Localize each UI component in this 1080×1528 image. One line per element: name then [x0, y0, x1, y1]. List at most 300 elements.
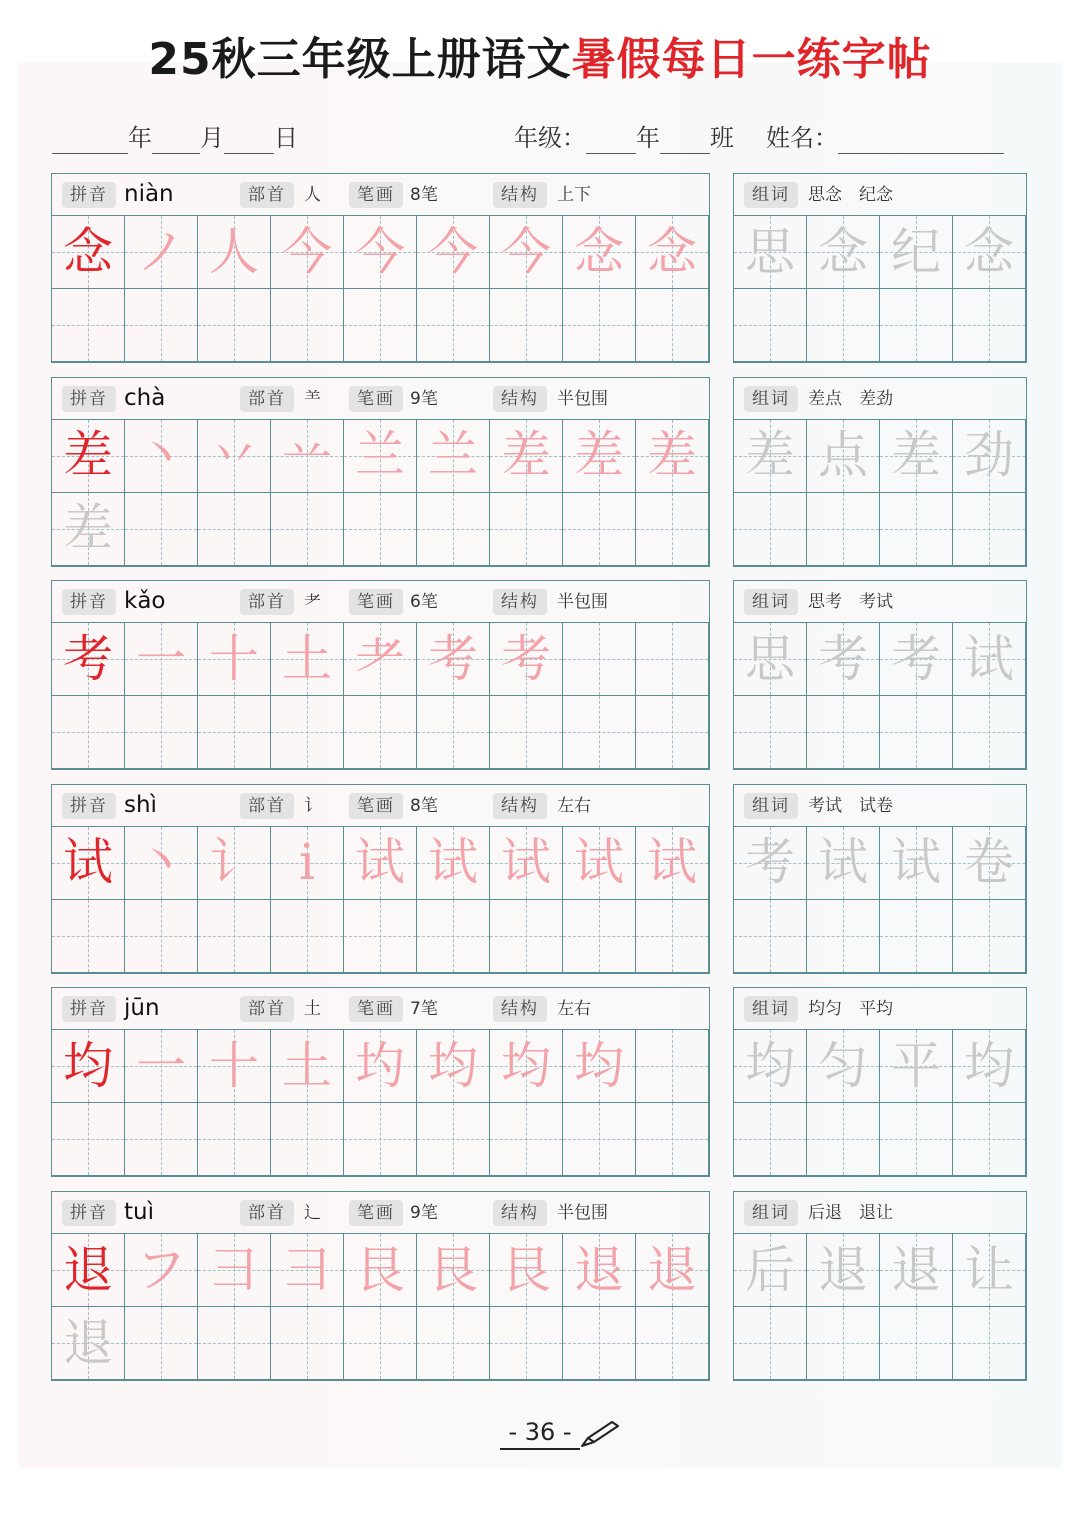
word-practice-cell[interactable] — [734, 493, 807, 566]
practice-cell[interactable] — [417, 696, 490, 769]
practice-cell-char: 䒑 — [282, 426, 332, 485]
practice-cell[interactable] — [344, 1307, 417, 1380]
writing-grid — [52, 623, 709, 769]
word-grid — [734, 1030, 1026, 1176]
practice-cell[interactable] — [271, 216, 344, 289]
pinyin-label: 拼音 — [62, 793, 116, 819]
strokes-label: 笔画 — [349, 182, 403, 208]
practice-cell-char: 兰 — [428, 426, 478, 485]
practice-cell-char: 念 — [647, 222, 697, 281]
writing-grid — [52, 827, 709, 973]
practice-cell-char: 圴 — [355, 1036, 405, 1095]
practice-cell-char: 人 — [209, 222, 259, 281]
word-practice-cell[interactable] — [880, 623, 953, 696]
practice-cell[interactable] — [490, 1234, 563, 1307]
word-practice-cell[interactable] — [880, 216, 953, 289]
model-char-cell[interactable] — [52, 1030, 125, 1103]
practice-cell[interactable] — [636, 1234, 709, 1307]
word-grid — [734, 623, 1026, 769]
practice-cell[interactable] — [490, 827, 563, 900]
word-practice-cell-char: 考 — [891, 629, 941, 688]
practice-cell[interactable] — [490, 289, 563, 362]
word-practice-cell[interactable] — [953, 216, 1026, 289]
practice-cell[interactable] — [125, 493, 198, 566]
practice-cell-char: 一 — [136, 1036, 186, 1095]
word-practice-cell[interactable] — [880, 827, 953, 900]
structure-label: 结构 — [493, 589, 547, 615]
words-value: 后退 退让 — [808, 1203, 893, 1223]
radical-value: 讠 — [304, 795, 321, 816]
practice-cell[interactable] — [344, 1234, 417, 1307]
word-practice-cell[interactable] — [953, 493, 1026, 566]
practice-cell[interactable] — [198, 289, 271, 362]
practice-cell-char: 土 — [282, 1036, 332, 1095]
practice-cell-char: 讠 — [209, 833, 259, 892]
practice-cell[interactable] — [52, 493, 125, 566]
practice-cell[interactable] — [563, 696, 636, 769]
structure-label: 结构 — [493, 1200, 547, 1226]
practice-cell[interactable] — [125, 1103, 198, 1176]
practice-cell[interactable] — [198, 493, 271, 566]
practice-cell[interactable] — [636, 1307, 709, 1380]
year-blank[interactable] — [52, 127, 128, 154]
pinyin-label: 拼音 — [62, 996, 116, 1022]
radical-label: 部首 — [240, 996, 294, 1022]
strokes-label: 笔画 — [349, 386, 403, 412]
structure-value: 半包围 — [557, 1203, 608, 1223]
model-char-cell[interactable] — [52, 420, 125, 493]
name-label: 姓名： — [766, 124, 838, 152]
practice-cell-char: 试 — [355, 833, 405, 892]
practice-cell-char: 彐 — [209, 1240, 259, 1299]
practice-cell[interactable] — [636, 493, 709, 566]
class-blank[interactable] — [660, 127, 710, 154]
practice-cell[interactable] — [271, 1103, 344, 1176]
word-practice-cell[interactable] — [953, 420, 1026, 493]
word-card — [733, 784, 1027, 974]
practice-cell[interactable] — [490, 420, 563, 493]
practice-cell[interactable] — [198, 1234, 271, 1307]
practice-cell[interactable] — [636, 289, 709, 362]
practice-cell[interactable] — [417, 1103, 490, 1176]
practice-cell[interactable] — [417, 1307, 490, 1380]
practice-cell[interactable] — [417, 623, 490, 696]
practice-cell-char: 一 — [136, 629, 186, 688]
structure-label: 结构 — [493, 182, 547, 208]
practice-cell[interactable] — [563, 1103, 636, 1176]
char-card — [51, 987, 710, 1177]
practice-cell[interactable] — [125, 827, 198, 900]
practice-cell[interactable] — [417, 1234, 490, 1307]
char-card — [51, 173, 710, 363]
model-char-cell-char: 考 — [63, 629, 113, 688]
radical-value: 辶 — [304, 1203, 321, 1223]
model-char-cell[interactable] — [52, 216, 125, 289]
practice-cell[interactable] — [198, 216, 271, 289]
practice-cell[interactable] — [271, 420, 344, 493]
practice-cell[interactable] — [198, 827, 271, 900]
model-char-cell-char: 退 — [63, 1240, 113, 1299]
practice-cell[interactable] — [636, 420, 709, 493]
practice-cell[interactable] — [271, 1234, 344, 1307]
word-practice-cell[interactable] — [734, 827, 807, 900]
practice-cell[interactable] — [344, 900, 417, 973]
practice-cell[interactable] — [271, 696, 344, 769]
practice-cell-char: 今 — [428, 222, 478, 281]
word-card — [733, 377, 1027, 567]
char-card-header — [52, 581, 709, 623]
word-practice-cell[interactable] — [953, 696, 1026, 769]
practice-cell[interactable] — [271, 289, 344, 362]
practice-cell-char: 兰 — [355, 426, 405, 485]
word-practice-cell[interactable] — [880, 696, 953, 769]
practice-cell[interactable] — [490, 1030, 563, 1103]
structure-label: 结构 — [493, 793, 547, 819]
writing-grid — [52, 1030, 709, 1176]
practice-cell[interactable] — [417, 493, 490, 566]
word-practice-cell[interactable] — [953, 289, 1026, 362]
word-practice-cell[interactable] — [734, 216, 807, 289]
word-practice-cell[interactable] — [953, 1030, 1026, 1103]
strokes-value: 9笔 — [410, 1203, 438, 1223]
practice-cell[interactable] — [271, 623, 344, 696]
structure-value: 左右 — [557, 795, 591, 816]
word-practice-cell[interactable] — [953, 623, 1026, 696]
word-practice-cell[interactable] — [807, 900, 880, 973]
practice-cell-char: 差 — [63, 499, 113, 558]
practice-cell-char: 丶 — [136, 426, 186, 485]
practice-cell[interactable] — [636, 623, 709, 696]
char-card-header — [52, 785, 709, 827]
practice-cell-char: 差 — [647, 426, 697, 485]
word-practice-cell[interactable] — [807, 1030, 880, 1103]
practice-cell[interactable] — [563, 1234, 636, 1307]
word-practice-cell[interactable] — [807, 623, 880, 696]
practice-cell[interactable] — [344, 696, 417, 769]
word-practice-cell-char: 退 — [891, 1240, 941, 1299]
model-char-cell-char: 差 — [63, 426, 113, 485]
word-card — [733, 173, 1027, 363]
year-label: 年 — [128, 124, 152, 152]
practice-cell[interactable] — [125, 1234, 198, 1307]
word-practice-cell-char: 思 — [745, 222, 795, 281]
title-red: 暑假每日一练字帖 — [571, 34, 932, 85]
practice-cell-char: 丶 — [136, 833, 186, 892]
practice-cell[interactable] — [490, 216, 563, 289]
word-practice-cell[interactable] — [734, 1234, 807, 1307]
practice-cell-char: 均 — [501, 1036, 551, 1095]
practice-cell[interactable] — [636, 900, 709, 973]
word-practice-cell[interactable] — [734, 696, 807, 769]
practice-cell-char: ノ — [136, 222, 186, 281]
pinyin-value: shì — [124, 791, 157, 818]
word-card — [733, 1191, 1027, 1381]
word-card-header — [734, 785, 1026, 827]
radical-label: 部首 — [240, 589, 294, 615]
practice-cell[interactable] — [417, 1030, 490, 1103]
structure-value: 上下 — [557, 185, 591, 205]
word-practice-cell[interactable] — [734, 1307, 807, 1380]
practice-cell[interactable] — [563, 827, 636, 900]
practice-cell-char: 彐 — [282, 1240, 332, 1299]
char-card-header — [52, 174, 709, 216]
practice-cell-char: 均 — [428, 1036, 478, 1095]
word-practice-cell[interactable] — [953, 1307, 1026, 1380]
word-practice-cell-char: 差 — [891, 426, 941, 485]
words-label: 组词 — [744, 793, 798, 819]
practice-cell[interactable] — [344, 623, 417, 696]
practice-cell[interactable] — [52, 696, 125, 769]
practice-cell[interactable] — [198, 420, 271, 493]
practice-cell-char: 十 — [209, 629, 259, 688]
word-practice-cell[interactable] — [807, 216, 880, 289]
practice-cell[interactable] — [125, 900, 198, 973]
practice-cell[interactable] — [636, 216, 709, 289]
word-practice-cell[interactable] — [807, 493, 880, 566]
model-char-cell-char: 念 — [63, 222, 113, 281]
radical-value: ⺷ — [304, 388, 321, 409]
practice-cell[interactable] — [125, 1030, 198, 1103]
word-practice-cell[interactable] — [734, 1030, 807, 1103]
word-practice-cell-char: 试 — [891, 833, 941, 892]
word-grid — [734, 216, 1026, 362]
model-char-cell[interactable] — [52, 1234, 125, 1307]
practice-cell[interactable] — [417, 420, 490, 493]
practice-cell[interactable] — [125, 623, 198, 696]
words-label: 组词 — [744, 996, 798, 1022]
practice-cell-char: 差 — [501, 426, 551, 485]
strokes-value: 6笔 — [410, 592, 438, 613]
word-practice-cell[interactable] — [807, 289, 880, 362]
class-label: 班 — [710, 124, 734, 152]
word-practice-cell[interactable] — [807, 1103, 880, 1176]
structure-label: 结构 — [493, 996, 547, 1022]
radical-value: 人 — [304, 185, 321, 205]
pinyin-value: chà — [124, 384, 166, 411]
month-blank[interactable] — [152, 127, 200, 154]
word-practice-cell-char: 差 — [745, 426, 795, 485]
page-title — [0, 30, 1080, 90]
strokes-value: 7笔 — [410, 999, 438, 1020]
radical-value: 土 — [304, 999, 321, 1020]
practice-cell[interactable] — [490, 623, 563, 696]
practice-cell[interactable] — [636, 1030, 709, 1103]
word-practice-cell[interactable] — [734, 289, 807, 362]
word-practice-cell-char: 试 — [818, 833, 868, 892]
practice-cell[interactable] — [52, 1307, 125, 1380]
strokes-label: 笔画 — [349, 793, 403, 819]
word-practice-cell[interactable] — [880, 420, 953, 493]
name-blank[interactable] — [838, 127, 1004, 154]
word-card-header — [734, 174, 1026, 216]
words-label: 组词 — [744, 589, 798, 615]
word-practice-cell[interactable] — [880, 1030, 953, 1103]
word-practice-cell[interactable] — [807, 1234, 880, 1307]
words-label: 组词 — [744, 386, 798, 412]
word-practice-cell-char: 退 — [818, 1240, 868, 1299]
practice-cell[interactable] — [125, 696, 198, 769]
practice-cell[interactable] — [344, 827, 417, 900]
practice-cell[interactable] — [125, 420, 198, 493]
char-card-header — [52, 988, 709, 1030]
practice-cell[interactable] — [198, 900, 271, 973]
word-card — [733, 987, 1027, 1177]
practice-cell[interactable] — [52, 1103, 125, 1176]
pinyin-value: tuì — [124, 1199, 154, 1225]
practice-cell[interactable] — [636, 696, 709, 769]
word-practice-cell[interactable] — [807, 696, 880, 769]
word-practice-cell[interactable] — [953, 827, 1026, 900]
words-value: 考试 试卷 — [808, 795, 893, 816]
word-practice-cell[interactable] — [807, 420, 880, 493]
pinyin-value: kǎo — [124, 588, 166, 615]
practice-cell[interactable] — [344, 216, 417, 289]
practice-cell[interactable] — [563, 216, 636, 289]
practice-cell[interactable] — [563, 289, 636, 362]
practice-cell[interactable] — [563, 1307, 636, 1380]
practice-cell[interactable] — [344, 1030, 417, 1103]
practice-cell[interactable] — [198, 1307, 271, 1380]
word-practice-cell[interactable] — [880, 1103, 953, 1176]
practice-cell[interactable] — [417, 827, 490, 900]
strokes-label: 笔画 — [349, 589, 403, 615]
word-practice-cell[interactable] — [953, 1234, 1026, 1307]
structure-value: 半包围 — [557, 388, 608, 409]
practice-cell[interactable] — [271, 827, 344, 900]
practice-cell[interactable] — [125, 1307, 198, 1380]
word-practice-cell[interactable] — [807, 1307, 880, 1380]
practice-cell[interactable] — [271, 493, 344, 566]
practice-cell[interactable] — [417, 216, 490, 289]
word-practice-cell[interactable] — [734, 900, 807, 973]
practice-cell[interactable] — [490, 493, 563, 566]
practice-cell-char: i — [299, 833, 315, 892]
word-practice-cell[interactable] — [880, 1234, 953, 1307]
practice-cell[interactable] — [563, 900, 636, 973]
practice-cell[interactable] — [563, 420, 636, 493]
word-practice-cell[interactable] — [807, 827, 880, 900]
practice-cell-char: 试 — [501, 833, 551, 892]
word-practice-cell-char: 念 — [818, 222, 868, 281]
practice-cell[interactable] — [125, 216, 198, 289]
model-char-cell[interactable] — [52, 827, 125, 900]
word-practice-cell[interactable] — [880, 289, 953, 362]
pinyin-value: niàn — [124, 181, 174, 207]
practice-cell[interactable] — [490, 1103, 563, 1176]
word-practice-cell[interactable] — [953, 1103, 1026, 1176]
model-char-cell[interactable] — [52, 623, 125, 696]
structure-value: 左右 — [557, 999, 591, 1020]
word-practice-cell[interactable] — [880, 493, 953, 566]
radical-label: 部首 — [240, 1200, 294, 1226]
practice-cell[interactable] — [636, 827, 709, 900]
practice-cell[interactable] — [271, 1307, 344, 1380]
word-practice-cell-char: 平 — [891, 1036, 941, 1095]
char-card-header — [52, 1192, 709, 1234]
pinyin-label: 拼音 — [62, 589, 116, 615]
word-practice-cell[interactable] — [734, 623, 807, 696]
strokes-value: 8笔 — [410, 795, 438, 816]
strokes-label: 笔画 — [349, 996, 403, 1022]
word-practice-cell[interactable] — [953, 900, 1026, 973]
practice-cell-char: 丷 — [209, 426, 259, 485]
char-card-header — [52, 378, 709, 420]
practice-cell[interactable] — [344, 493, 417, 566]
radical-label: 部首 — [240, 386, 294, 412]
practice-cell[interactable] — [198, 1030, 271, 1103]
practice-cell[interactable] — [52, 289, 125, 362]
word-practice-cell-char: 点 — [818, 426, 868, 485]
word-practice-cell-char: 让 — [964, 1240, 1014, 1299]
word-card-header — [734, 1192, 1026, 1234]
practice-cell[interactable] — [563, 493, 636, 566]
practice-cell-char: 耂 — [355, 629, 405, 688]
practice-cell[interactable] — [490, 900, 563, 973]
practice-cell-char: 念 — [574, 222, 624, 281]
word-practice-cell-char: 试 — [964, 629, 1014, 688]
practice-cell[interactable] — [490, 696, 563, 769]
structure-label: 结构 — [493, 386, 547, 412]
practice-cell-char: 艮 — [355, 1240, 405, 1299]
student-line — [514, 122, 1004, 154]
word-practice-cell[interactable] — [880, 1307, 953, 1380]
practice-cell-char: 试 — [428, 833, 478, 892]
practice-cell-char: 考 — [501, 629, 551, 688]
practice-cell[interactable] — [636, 1103, 709, 1176]
pen-icon — [578, 1420, 622, 1450]
practice-cell-char: 试 — [574, 833, 624, 892]
practice-cell[interactable] — [344, 289, 417, 362]
practice-cell[interactable] — [417, 289, 490, 362]
title-black: 25秋三年级上册语文 — [148, 34, 572, 85]
practice-cell[interactable] — [563, 623, 636, 696]
practice-cell[interactable] — [271, 900, 344, 973]
practice-cell[interactable] — [198, 623, 271, 696]
practice-cell[interactable] — [344, 1103, 417, 1176]
radical-value: 耂 — [304, 592, 321, 613]
radical-label: 部首 — [240, 182, 294, 208]
practice-cell[interactable] — [490, 1307, 563, 1380]
practice-cell[interactable] — [198, 696, 271, 769]
grade-blank[interactable] — [586, 127, 636, 154]
word-practice-cell-char: 匀 — [818, 1036, 868, 1095]
practice-cell[interactable] — [52, 900, 125, 973]
model-char-cell-char: 试 — [63, 833, 113, 892]
pinyin-label: 拼音 — [62, 182, 116, 208]
practice-cell[interactable] — [271, 1030, 344, 1103]
practice-cell[interactable] — [125, 289, 198, 362]
practice-cell-char: 差 — [574, 426, 624, 485]
practice-cell-char: 十 — [209, 1036, 259, 1095]
practice-cell[interactable] — [198, 1103, 271, 1176]
words-value: 均匀 平均 — [808, 999, 893, 1020]
strokes-value: 8笔 — [410, 185, 438, 205]
word-practice-cell[interactable] — [734, 1103, 807, 1176]
grade-year-label: 年 — [636, 124, 660, 152]
radical-label: 部首 — [240, 793, 294, 819]
month-label: 月 — [200, 124, 224, 152]
pinyin-label: 拼音 — [62, 386, 116, 412]
word-practice-cell[interactable] — [880, 900, 953, 973]
practice-cell-char: 今 — [355, 222, 405, 281]
word-practice-cell[interactable] — [734, 420, 807, 493]
practice-cell-char: 考 — [428, 629, 478, 688]
day-blank[interactable] — [224, 127, 274, 154]
practice-cell[interactable] — [563, 1030, 636, 1103]
practice-cell[interactable] — [344, 420, 417, 493]
practice-cell[interactable] — [417, 900, 490, 973]
strokes-value: 9笔 — [410, 388, 438, 409]
